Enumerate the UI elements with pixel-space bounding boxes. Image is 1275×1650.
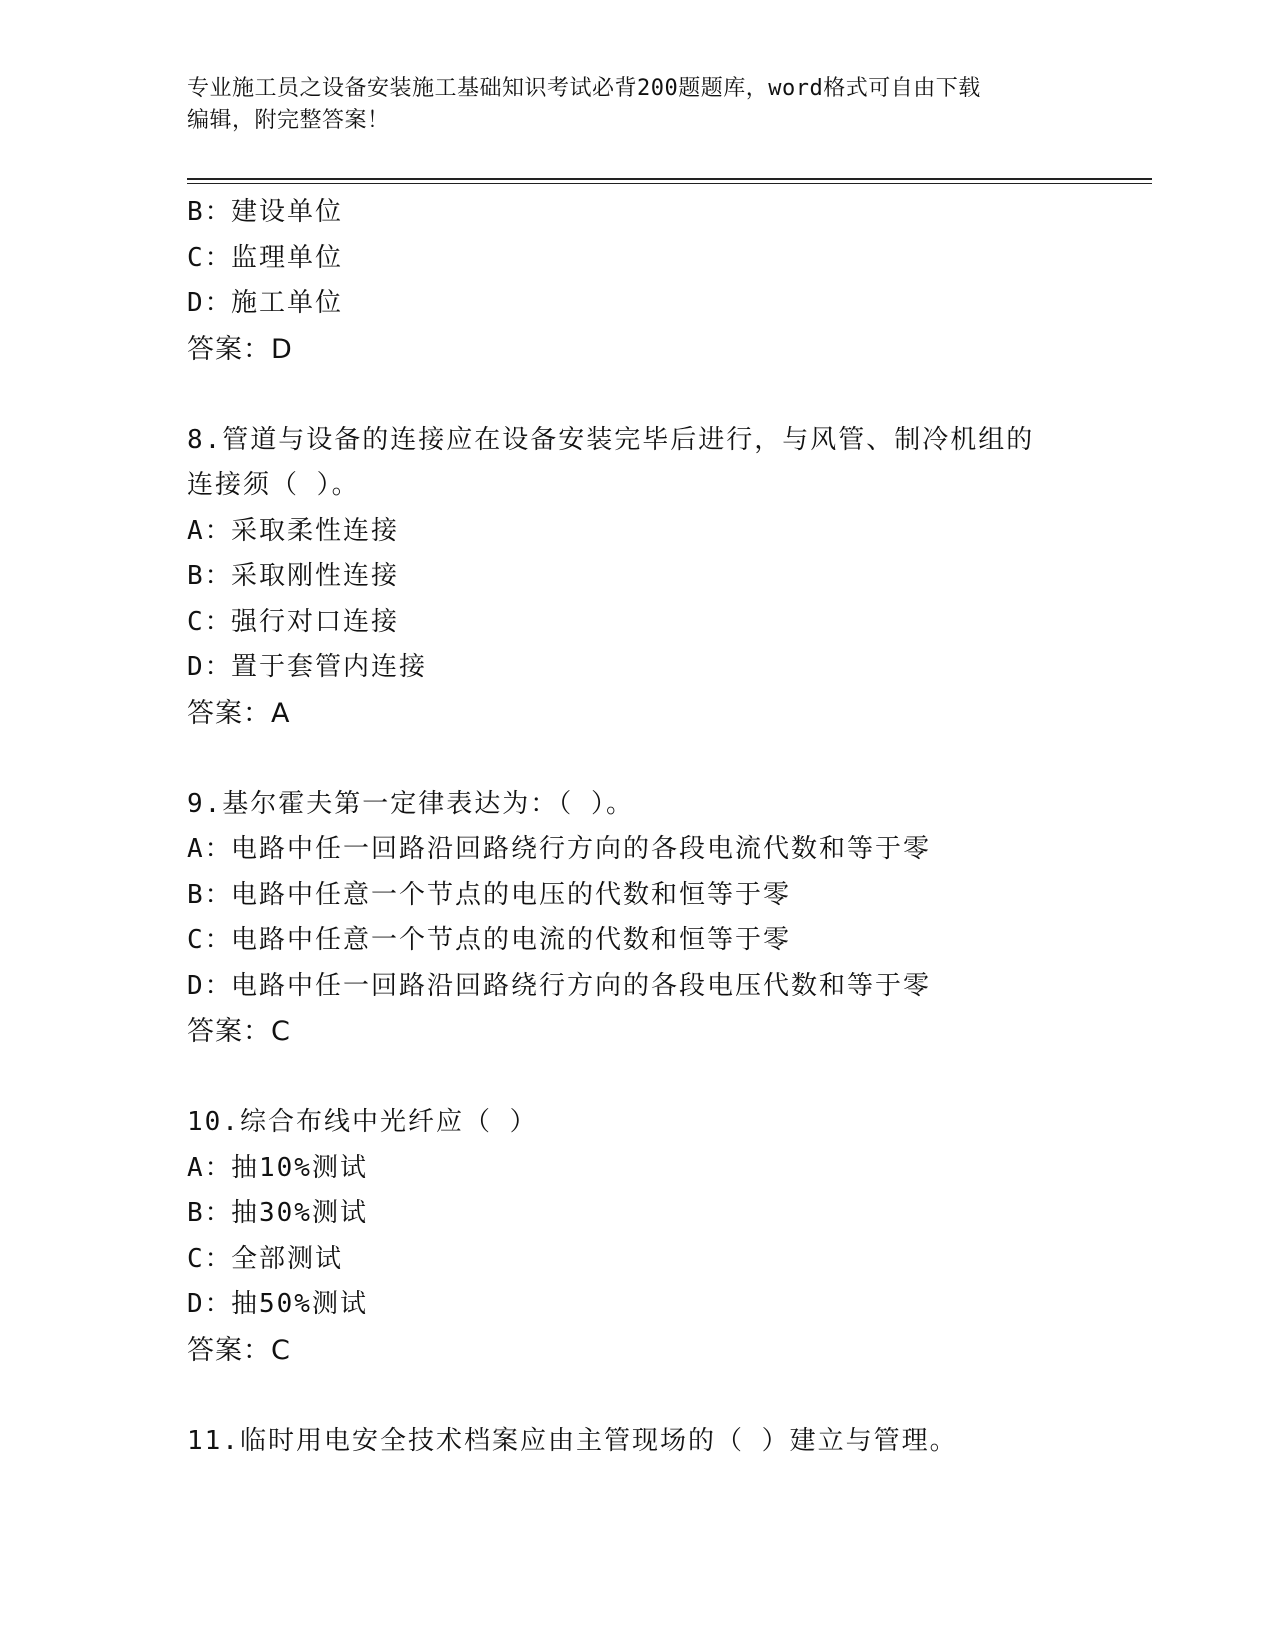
question-stem: 10.综合布线中光纤应（ ） (187, 1107, 538, 1137)
option-b: B：建设单位 (187, 197, 344, 227)
question-9 (187, 782, 1167, 1055)
answer-label: 答案：C (187, 1016, 291, 1047)
header-title-line-1: 专业施工员之设备安装施工基础知识考试必背200题题库，word格式可自由下载 (187, 76, 981, 101)
option-d: D：置于套管内连接 (187, 652, 428, 682)
option-a: A：抽10%测试 (187, 1152, 368, 1183)
option-b: B：电路中任意一个节点的电压的代数和恒等于零 (187, 879, 792, 910)
answer-label: 答案：A (187, 697, 291, 729)
option-a: A：采取柔性连接 (187, 515, 400, 546)
question-stem-continued: 连接须（ ）。 (187, 470, 360, 500)
option-c: C：强行对口连接 (187, 606, 400, 637)
spacer (187, 372, 1167, 418)
question-list (187, 190, 1167, 1464)
answer-label: 答案：C (187, 1334, 291, 1366)
option-d: D：电路中任一回路沿回路绕行方向的各段电压代数和等于零 (187, 970, 932, 1001)
option-b: B：采取刚性连接 (187, 561, 400, 591)
document-header (187, 73, 1087, 137)
spacer (187, 736, 1167, 782)
header-divider-thick (187, 178, 1152, 180)
option-a: A：电路中任一回路沿回路绕行方向的各段电流代数和等于零 (187, 834, 932, 864)
option-c: C：监理单位 (187, 242, 344, 273)
question-stem: 8.管道与设备的连接应在设备安装完毕后进行，与风管、制冷机组的 (187, 424, 1035, 455)
option-c: C：电路中任意一个节点的电流的代数和恒等于零 (187, 925, 792, 955)
option-d: D：施工单位 (187, 288, 344, 318)
header-divider-thin (187, 183, 1152, 184)
header-title-line-2: 编辑，附完整答案！ (187, 108, 390, 133)
option-c: C：全部测试 (187, 1243, 344, 1274)
question-stem: 11.临时用电安全技术档案应由主管现场的（ ）建立与管理。 (187, 1425, 958, 1456)
question-11 (187, 1419, 1167, 1465)
question-stem: 9.基尔霍夫第一定律表达为：（ ）。 (187, 788, 634, 819)
answer-label: 答案：D (187, 333, 293, 365)
spacer (187, 1373, 1167, 1419)
spacer (187, 1055, 1167, 1101)
option-d: D：抽50%测试 (187, 1289, 368, 1319)
question-10 (187, 1100, 1167, 1373)
option-b: B：抽30%测试 (187, 1198, 368, 1228)
question-8 (187, 418, 1167, 737)
question-7-continued (187, 190, 1167, 372)
